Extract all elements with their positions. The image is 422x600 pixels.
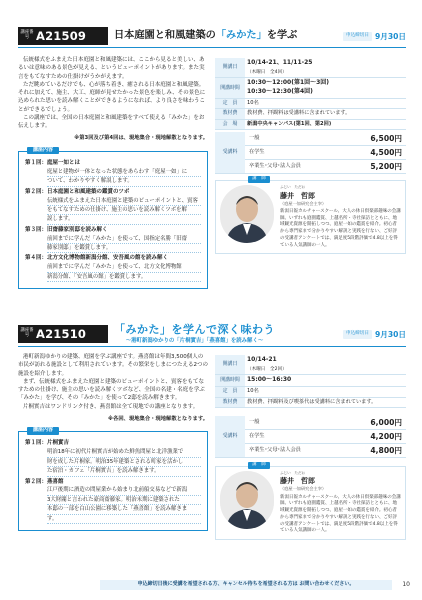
lecturer-ruby: ふじい ただお	[280, 185, 306, 190]
course-header	[18, 321, 406, 347]
course-code-label: 講座番号	[20, 328, 34, 338]
fee-type: 卒業生･父母･法人会員	[245, 444, 343, 458]
fee-type: 一般	[245, 132, 343, 146]
fee-label: 受講料	[215, 416, 245, 458]
time-label: 開講時間	[215, 78, 245, 98]
lecturer-ruby: ふじい ただお	[280, 471, 306, 476]
fee-type: 在学生	[245, 146, 343, 160]
time-label: 開講時間	[215, 375, 245, 387]
deadline-label: 申込締切日	[343, 330, 372, 339]
fee-label: 受講料	[215, 132, 245, 174]
session-line: 本邸の一部を白山公園に移築した「燕喜館」を読み解きま	[47, 505, 201, 514]
lecturer-tab: 講 師	[248, 462, 270, 469]
fee-price: 4,800円	[343, 444, 406, 458]
time-value: 10:30～12:30(第4回)	[247, 88, 313, 96]
period-sub: （木曜日 全4回）	[247, 69, 287, 75]
fee-table	[215, 416, 406, 458]
deadline-date: 9月30日	[374, 330, 406, 339]
session-title: 第２回：日本庭園と和風建築の鑑賞のツボ	[25, 188, 130, 195]
capacity-value: 10名	[245, 387, 406, 398]
session-line: 3大財閥と言われた豪商齋藤家。明治末期に建築された	[47, 496, 201, 505]
deadline-label: 申込締切日	[343, 32, 372, 41]
session	[25, 160, 201, 187]
time-value: 15:00～16:30	[245, 375, 406, 387]
course-description	[18, 353, 208, 411]
period-sub: （木曜日 全2回）	[247, 366, 287, 372]
session-line: 財を成した片桐家。明治35年建築とされる町家を活かし	[47, 458, 201, 467]
session-line: 伝統様式をふまえた日本庭園と建築のビューポイントと、賓客	[47, 197, 201, 206]
deadline-date: 9月30日	[374, 32, 406, 41]
material-value: 教材費、拝観料及び喫茶代は受講料に含まれています。	[245, 397, 406, 408]
session-line: 説します。	[47, 215, 201, 224]
fee-price: 5,200円	[343, 160, 406, 174]
description-paragraph: この講座では、全国の日本庭園と和風建築をすべて使える「みかた」をお伝えします。	[18, 114, 205, 129]
session-line: 前回までに学んだ「みかた」を使って、国指定名勝「旧齋	[47, 235, 201, 244]
session-line: 前回までに学んだ「みかた」を使って、北方文化博物館	[47, 263, 201, 272]
course-code-box	[18, 27, 108, 45]
session	[25, 479, 201, 524]
period-value: 10/14-21	[247, 356, 277, 363]
fee-price: 6,500円	[343, 132, 406, 146]
content-tab: 講座内容	[27, 147, 59, 154]
lecturer-box	[215, 176, 406, 254]
footer-notice: 申込締切日後に受講を希望される方、キャンセル待ちを希望される方は お問い合わせください。	[100, 580, 392, 590]
venue-label: 会 場	[215, 119, 245, 130]
title-part: を学ぶ	[266, 30, 298, 41]
course-code-label: 講座番号	[20, 30, 34, 40]
deadline	[343, 31, 406, 42]
lecturer-photo	[220, 471, 274, 529]
course-info-table	[215, 58, 406, 130]
capacity-value: 10名	[245, 98, 406, 109]
material-label: 教材費	[215, 397, 245, 408]
course-content-box	[18, 146, 208, 289]
lecturer-name: 藤井 哲郎	[280, 191, 315, 200]
session-line: をもてなすための仕掛け、施主の思いを読み解くツボを解	[47, 206, 201, 215]
capacity-label: 定 員	[215, 98, 245, 109]
page-number: 10	[402, 581, 410, 588]
session-line: す。	[47, 515, 201, 524]
session-title: 第１回：片桐實吉	[25, 440, 70, 447]
title-main: 「みかた」を学んで深く味わう	[114, 323, 275, 336]
description-paragraph: 伝統様式をふまえた日本庭園と和風建築には、ここから見ると美しい、あるいは意味のある景色が見える、というビューポイントがあります。また実言をもてなすための仕掛けがうかがえます。	[18, 57, 205, 80]
session	[25, 440, 201, 476]
capacity-label: 定 員	[215, 387, 245, 398]
fee-price: 6,000円	[343, 416, 406, 430]
session-line: 藤家別邸」を鑑賞します。	[47, 244, 201, 253]
content-tab: 講座内容	[27, 427, 59, 434]
session-line: た宿泊・カフェ「片桐實吉」を読み解きます。	[47, 467, 201, 476]
course-note: ※第3回及び第4回は、現地集合・現地解散となります。	[74, 135, 208, 142]
person-photo-icon	[220, 185, 274, 243]
lecturer-tab: 講 師	[248, 176, 270, 183]
period-label: 開講日	[215, 58, 245, 78]
fee-price: 4,500円	[343, 146, 406, 160]
header-underline	[18, 47, 406, 49]
venue-value: 新潟中央キャンパス(第1回、第2回)	[245, 119, 406, 130]
title-sub: ～港町新潟ゆかりの「片桐實吉」「燕喜館」を読み解く～	[125, 337, 264, 344]
session-line: 江戸後期に酒造の問屋業から始まり北前船交易などで新潟	[47, 486, 201, 495]
course-code: A21509	[36, 28, 87, 43]
course-title	[114, 29, 297, 44]
session-line: 庭屋と建物が一体となった状態をあらわす「庭屋一如」に	[47, 168, 201, 177]
deadline	[343, 329, 406, 340]
course-code-box	[18, 325, 108, 343]
session-line: ついて、わかりやすく解説します。	[47, 177, 201, 186]
title-part: 日本庭園と和風建築の	[114, 30, 216, 41]
description-paragraph: まず、伝統様式をふまえた庭園と建築のビューポイントと、賓客をもてなすための仕掛け、施主の思いを読み解くツボなど、全国の名建・名庭を学ぶ「みかた」を学び、その「みかた」を使って2邸を読み解きます。	[18, 378, 205, 402]
lecturer-affiliation: （庭屋一如研究会主宰）	[280, 486, 327, 492]
description-paragraph: 港町新潟ゆかりの建築、庭園を学ぶ講座です。燕喜館は年間3,500個人の市民が訪れる施設として利用されています。その繁栄をしまにつたえる2つの施設を紹介します。	[18, 354, 208, 377]
course-a21509	[18, 24, 406, 280]
description-paragraph: ただ眺めているだけでも、心が落ち着き、癒される日本庭園と和風建築。それに加えて、施主、大工、庭師が見せたかった景色を楽しみ、その景色に込められた思いを読み解くことができるようになれば、より良さを味わうことができるでしょう。	[18, 81, 206, 113]
session-line: 新潟分館、「安吾風の館」を鑑賞します。	[47, 273, 201, 282]
course-note: ※各回、現地集合・現地解散となります。	[107, 415, 208, 422]
course-code: A21510	[36, 326, 87, 341]
fee-type: 在学生	[245, 430, 343, 444]
course-title	[114, 322, 275, 346]
material-label: 教材費	[215, 109, 245, 120]
period-label: 開講日	[215, 355, 245, 375]
course-description	[18, 56, 208, 130]
lecturer-bio: 新潟日報カルチャースクール、大人の休日倶楽部趣味の会講師。いずれも庭園鑑賞、上越名所・寺社探訪とともに、地域観光資源を開拓しつつ、庭屋一如の鑑賞を紹介。初心者から専門家まで分かりやすい解説と実践を行ない、ご好評の受講者アンケートでは、満足度5段階評価で4.8以上を得ている人気講師の一人。	[280, 494, 401, 534]
fee-price: 4,200円	[343, 430, 406, 444]
material-value: 教材費、拝観料は受講料に含まれています。	[245, 109, 406, 120]
title-highlight: 「みかた」	[215, 30, 267, 41]
lecturer-bio: 新潟日報カルチャースクール、大人の休日倶楽部趣味の会講師。いずれも庭園鑑賞、上越名所・寺社探訪とともに、地域観光資源を開拓しつつ、庭屋一如の鑑賞を紹介。初心者から専門家まで分かりやすい解説と実践を行ない、ご好評の受講者アンケートでは、満足度5段階評価で4.8以上を得ている人気講師の一人。	[280, 208, 401, 248]
description-paragraph: 片桐實吉はワンドリンク付き、燕喜館は全て現地での講座となります。	[23, 403, 199, 410]
course-header	[18, 24, 406, 48]
fee-table	[215, 132, 406, 174]
session-line: 明治18年に初代片桐實吉が始めた鮮魚問屋と北洋漁業で	[47, 448, 201, 457]
course-content-box	[18, 427, 208, 531]
session	[25, 255, 201, 282]
session	[25, 189, 201, 225]
page-footer	[0, 580, 422, 592]
session	[25, 227, 201, 254]
lecturer-name: 藤井 哲郎	[280, 477, 315, 486]
session-title: 第２回：燕喜館	[25, 478, 64, 485]
fee-type: 一般	[245, 416, 343, 430]
lecturer-photo	[220, 185, 274, 243]
course-a21510	[18, 321, 406, 534]
fee-type: 卒業生･父母･法人会員	[245, 160, 343, 174]
session-title: 第３回：旧齋藤家別邸を読み解く	[25, 226, 108, 233]
course-info-table	[215, 355, 406, 408]
period-value: 10/14-21、11/11-25	[247, 59, 313, 66]
session-title: 第１回：庭屋一如とは	[25, 159, 81, 166]
header-underline	[18, 346, 406, 348]
lecturer-affiliation: （庭屋一如研究会主宰）	[280, 200, 327, 206]
lecturer-box	[215, 462, 406, 540]
session-title: 第４回：北方文化博物館新潟分館、安吾風の館を読み解く	[25, 255, 169, 262]
time-value: 10:30～12:00(第1回～3回)	[247, 79, 330, 87]
person-photo-icon	[220, 471, 274, 529]
